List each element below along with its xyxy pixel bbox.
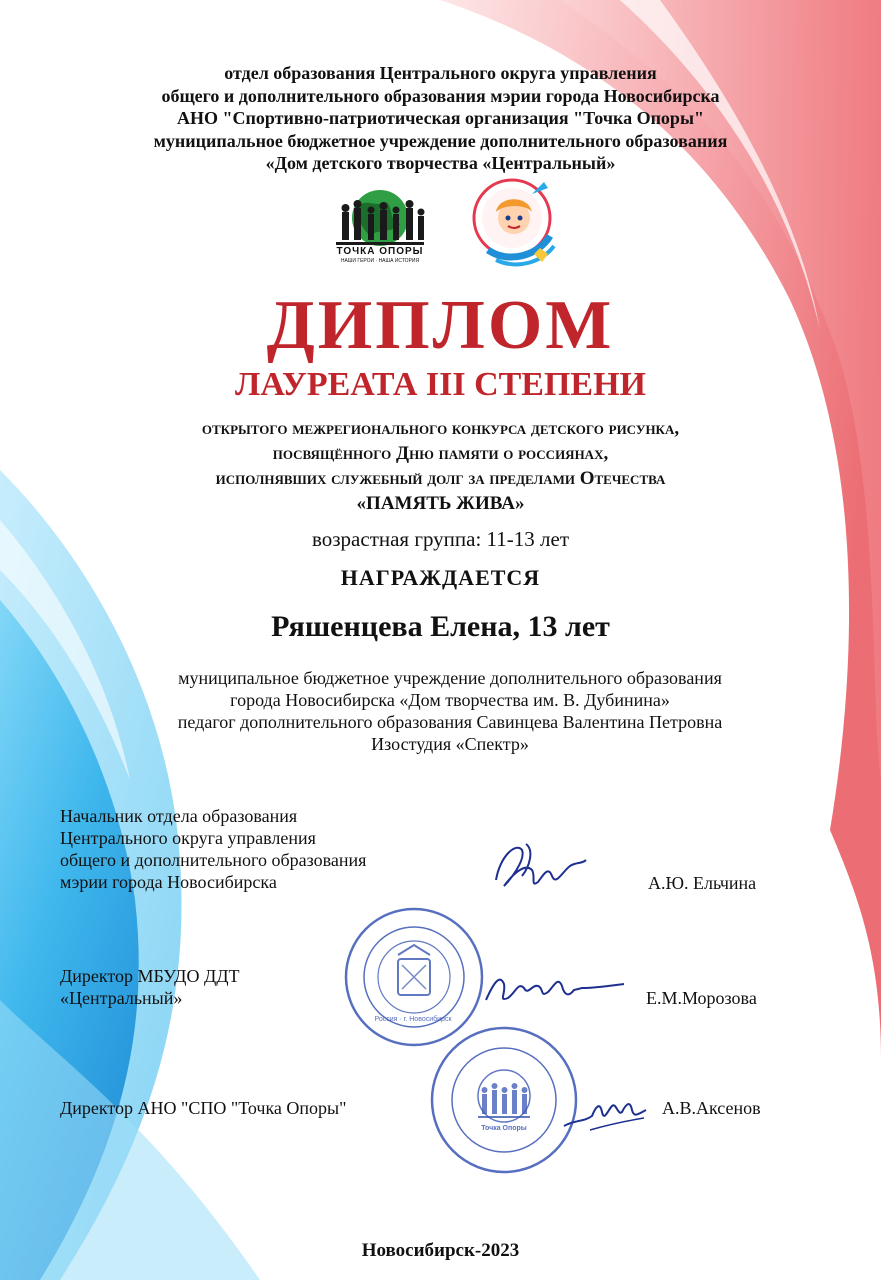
signature-3 [560, 1092, 650, 1142]
spo-stamp [428, 1024, 580, 1176]
child-drawing-logo [468, 174, 560, 282]
footer-city-year: Новосибирск-2023 [361, 1240, 520, 1261]
org-line-3: педагог дополнительного образования Савинцева Валентина Петровна [177, 712, 723, 732]
diploma-title: ДИПЛОМ [266, 287, 615, 364]
header-line-2: общего и дополнительного образования мэрии города Новосибирска [161, 86, 720, 106]
contest-line-1: открытого межрегионального конкурса детского рисунка, [201, 418, 680, 439]
header-line-4: муниципальное бюджетное учреждение дополнительного образования [153, 131, 728, 151]
contest-line-3: исполнявших служебный долг за пределами Отечества [215, 468, 666, 489]
recipient-name: Ряшенцева Елена, 13 лет [271, 610, 610, 643]
signer-1-position-line-4: мэрии города Новосибирска [60, 872, 277, 892]
age-group: возрастная группа: 11-13 лет [311, 527, 569, 551]
org-line-1: муниципальное бюджетное учреждение дополнительного образования [178, 668, 722, 688]
header-line-1: отдел образования Центрального округа управления [224, 63, 657, 83]
signer-2-position-line-2: «Центральный» [60, 988, 183, 1008]
globe-people-logo [328, 186, 432, 268]
signer-1-name: А.Ю. Ельчина [648, 873, 757, 893]
signer-3-name: А.В.Аксенов [662, 1098, 761, 1118]
signature-1 [486, 836, 596, 906]
signature-2 [478, 962, 628, 1012]
awarded-label: НАГРАЖДАЕТСЯ [340, 565, 541, 590]
signer-2-name: Е.М.Морозова [646, 988, 757, 1008]
org-line-2: города Новосибирска «Дом творчества им. В. Дубинина» [230, 690, 670, 710]
header-line-5: «Дом детского творчества «Центральный» [265, 153, 616, 173]
signer-1-position-line-3: общего и дополнительного образования [60, 850, 367, 870]
signer-2-position-line-1: Директор МБУДО ДДТ [60, 966, 240, 986]
logo-left-tagline: НАШИ ГЕРОИ · НАША ИСТОРИЯ [340, 258, 420, 264]
contest-name: «ПАМЯТЬ ЖИВА» [356, 493, 525, 514]
logo-left-text: ТОЧКА ОПОРЫ [336, 246, 424, 257]
signer-3-position-line-1: Директор АНО "СПО "Точка Опоры" [60, 1098, 347, 1118]
ddt-stamp-bottom-text: Россия · г. Новосибирск [374, 1016, 452, 1023]
header-line-3: АНО "Спортивно-патриотическая организация "Точка Опоры" [177, 108, 704, 128]
contest-line-2: посвящённого Дню памяти о россиянах, [272, 443, 609, 464]
diploma-degree: ЛАУРЕАТА III СТЕПЕНИ [234, 366, 647, 403]
spo-stamp-mid-text: Точка Опоры [481, 1125, 527, 1132]
signer-1-position-line-2: Центрального округа управления [60, 828, 316, 848]
signer-1-position-line-1: Начальник отдела образования [60, 806, 298, 826]
org-line-4: Изостудия «Спектр» [371, 734, 529, 754]
